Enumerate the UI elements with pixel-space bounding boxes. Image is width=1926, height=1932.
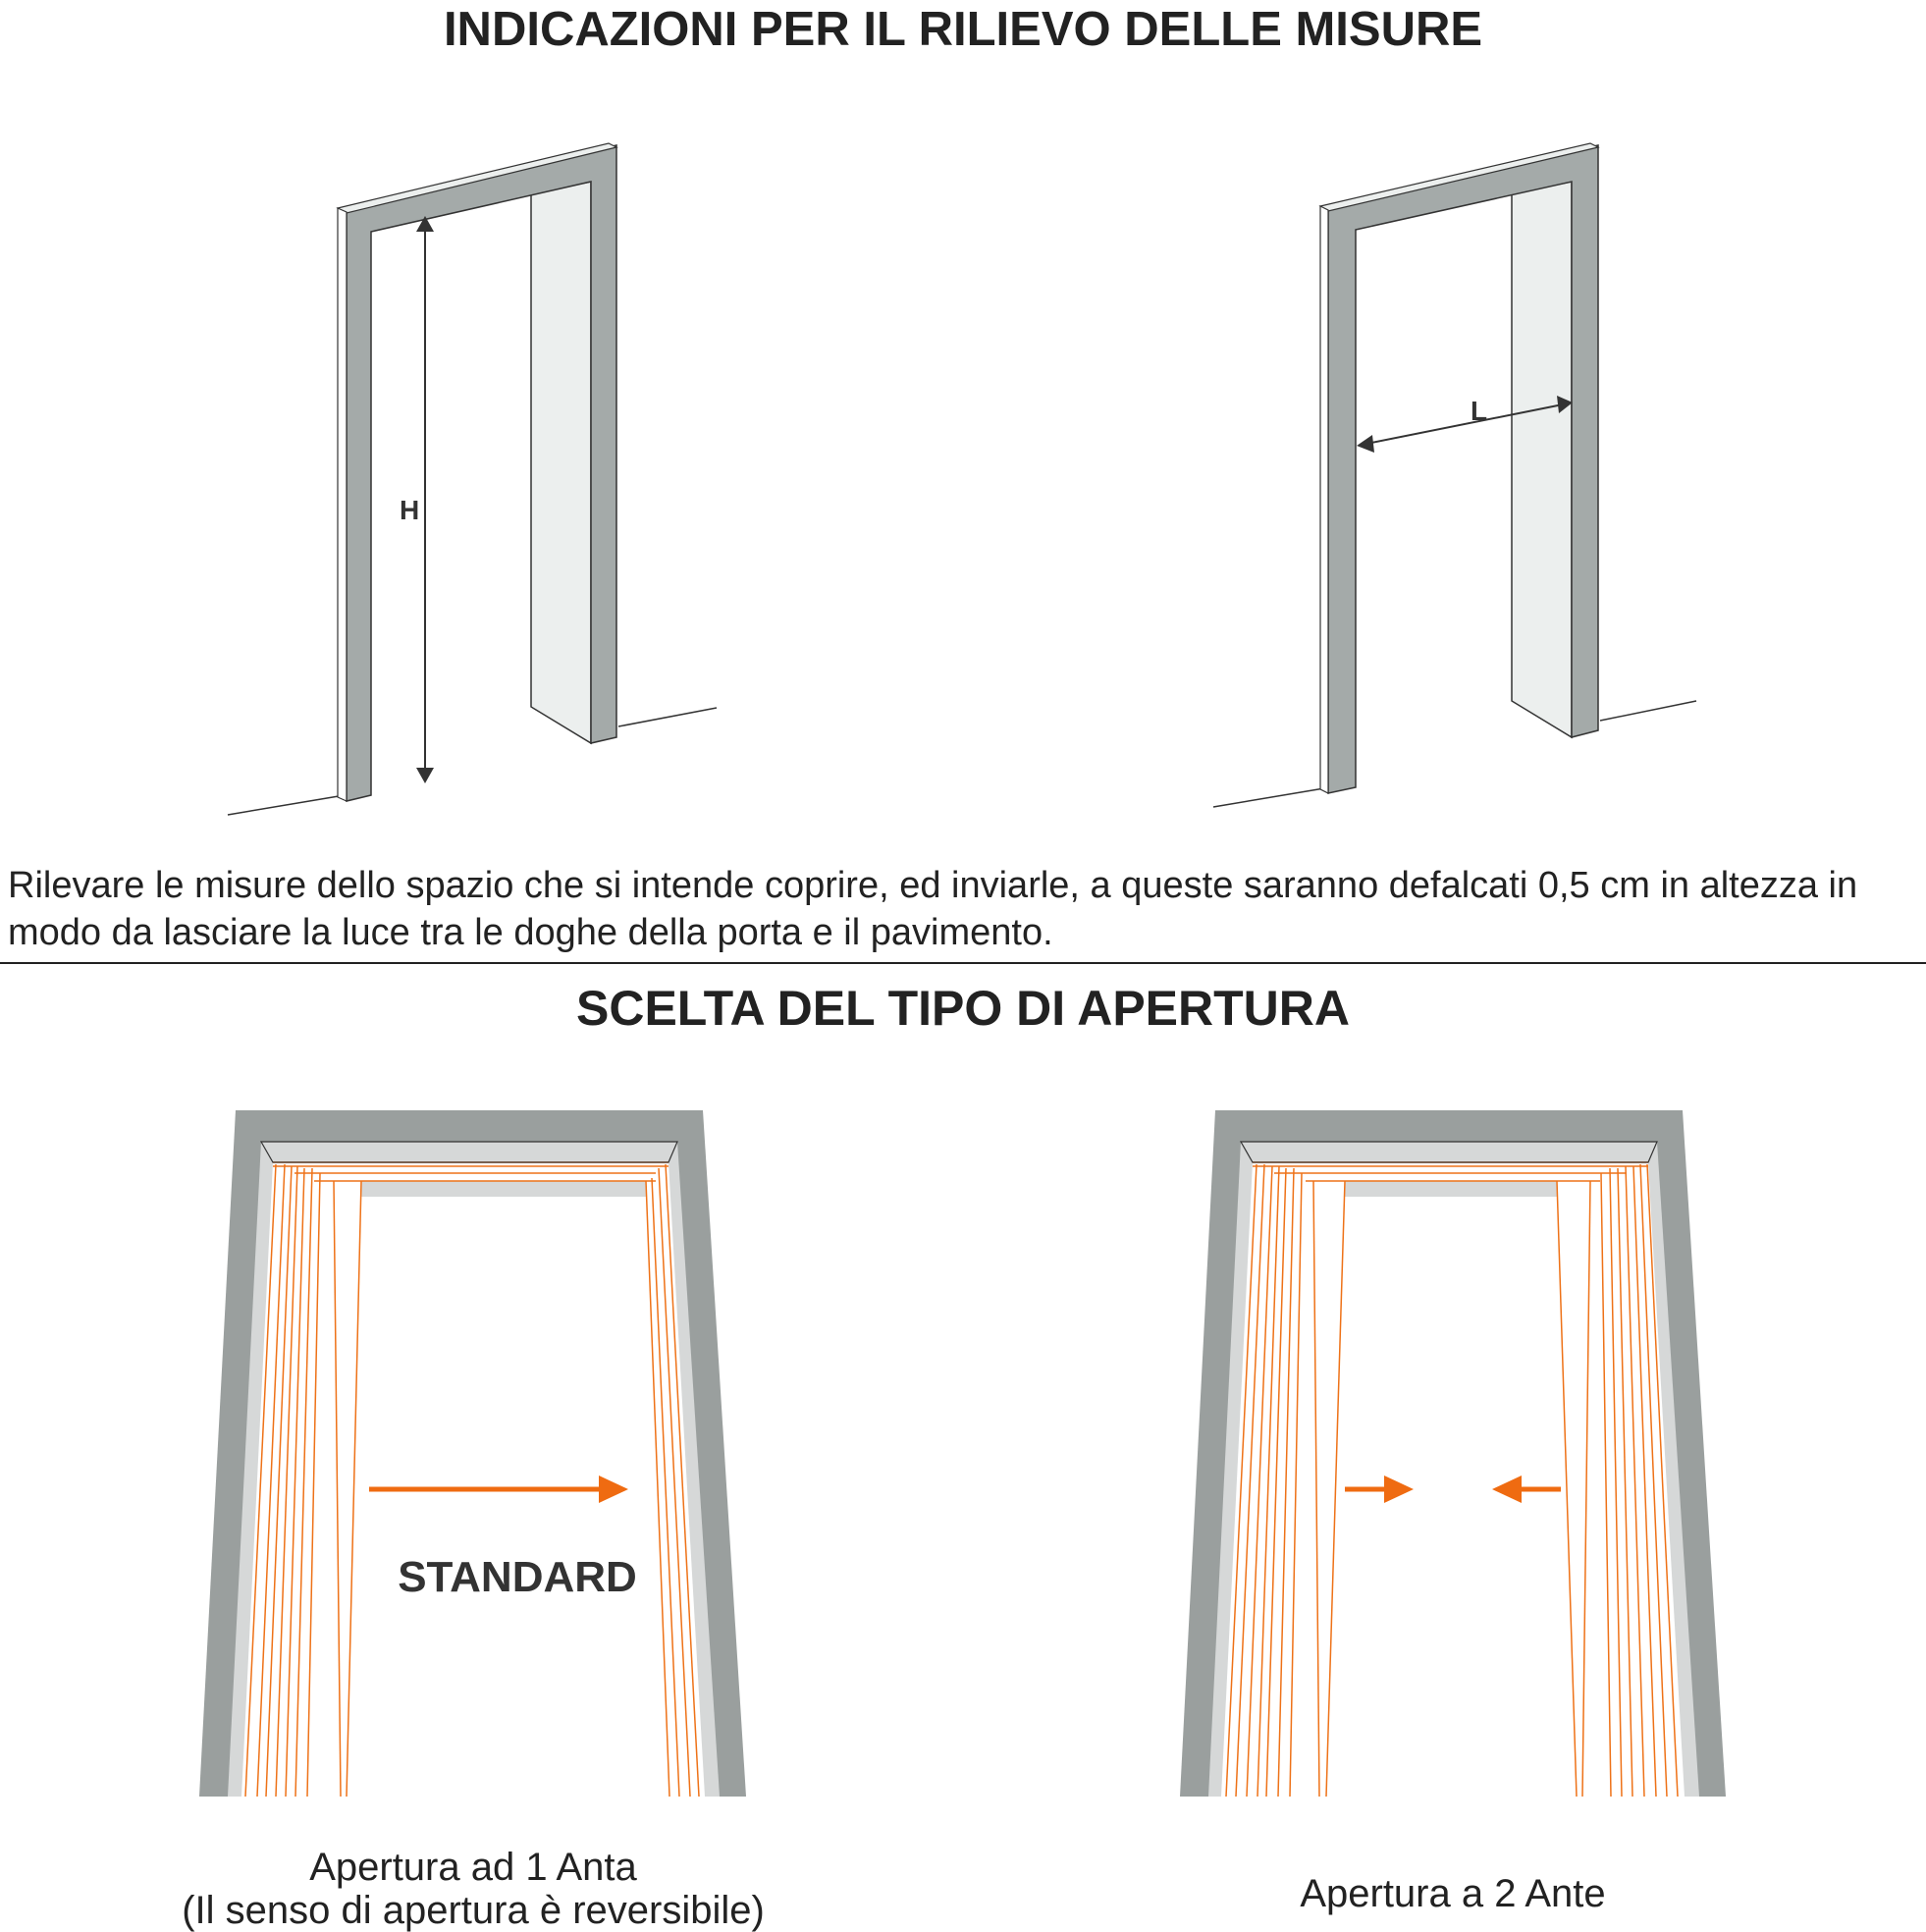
measurement-instructions: Rilevare le misure dello spazio che si intende coprire, ed inviarle, a queste saranno defalcati 0,5 cm in altezza in modo da lasciare la luce tra le doghe della porta e il pavimento. [8, 865, 1858, 953]
double-leaf-door-diagram [1180, 1110, 1726, 1797]
height-label: H [400, 495, 420, 525]
section-divider [0, 962, 1926, 964]
opening-type-section-title: SCELTA DEL TIPO DI APERTURA [576, 981, 1350, 1036]
single-leaf-door-diagram [199, 1110, 746, 1797]
standard-badge: STANDARD [398, 1553, 637, 1601]
single-leaf-caption [80, 1846, 866, 1932]
double-leaf-caption-line1: Apertura a 2 Ante [1300, 1872, 1606, 1915]
width-label: L [1471, 396, 1488, 426]
door-frame-height-diagram [228, 143, 717, 815]
single-leaf-caption-line1: Apertura ad 1 Anta [309, 1846, 637, 1889]
double-leaf-caption [1060, 1872, 1846, 1915]
door-frame-width-diagram [1213, 143, 1696, 807]
measurement-section-title: INDICAZIONI PER IL RILIEVO DELLE MISURE [443, 3, 1483, 56]
single-leaf-caption-line2: (Il senso di apertura è reversibile) [182, 1889, 765, 1932]
